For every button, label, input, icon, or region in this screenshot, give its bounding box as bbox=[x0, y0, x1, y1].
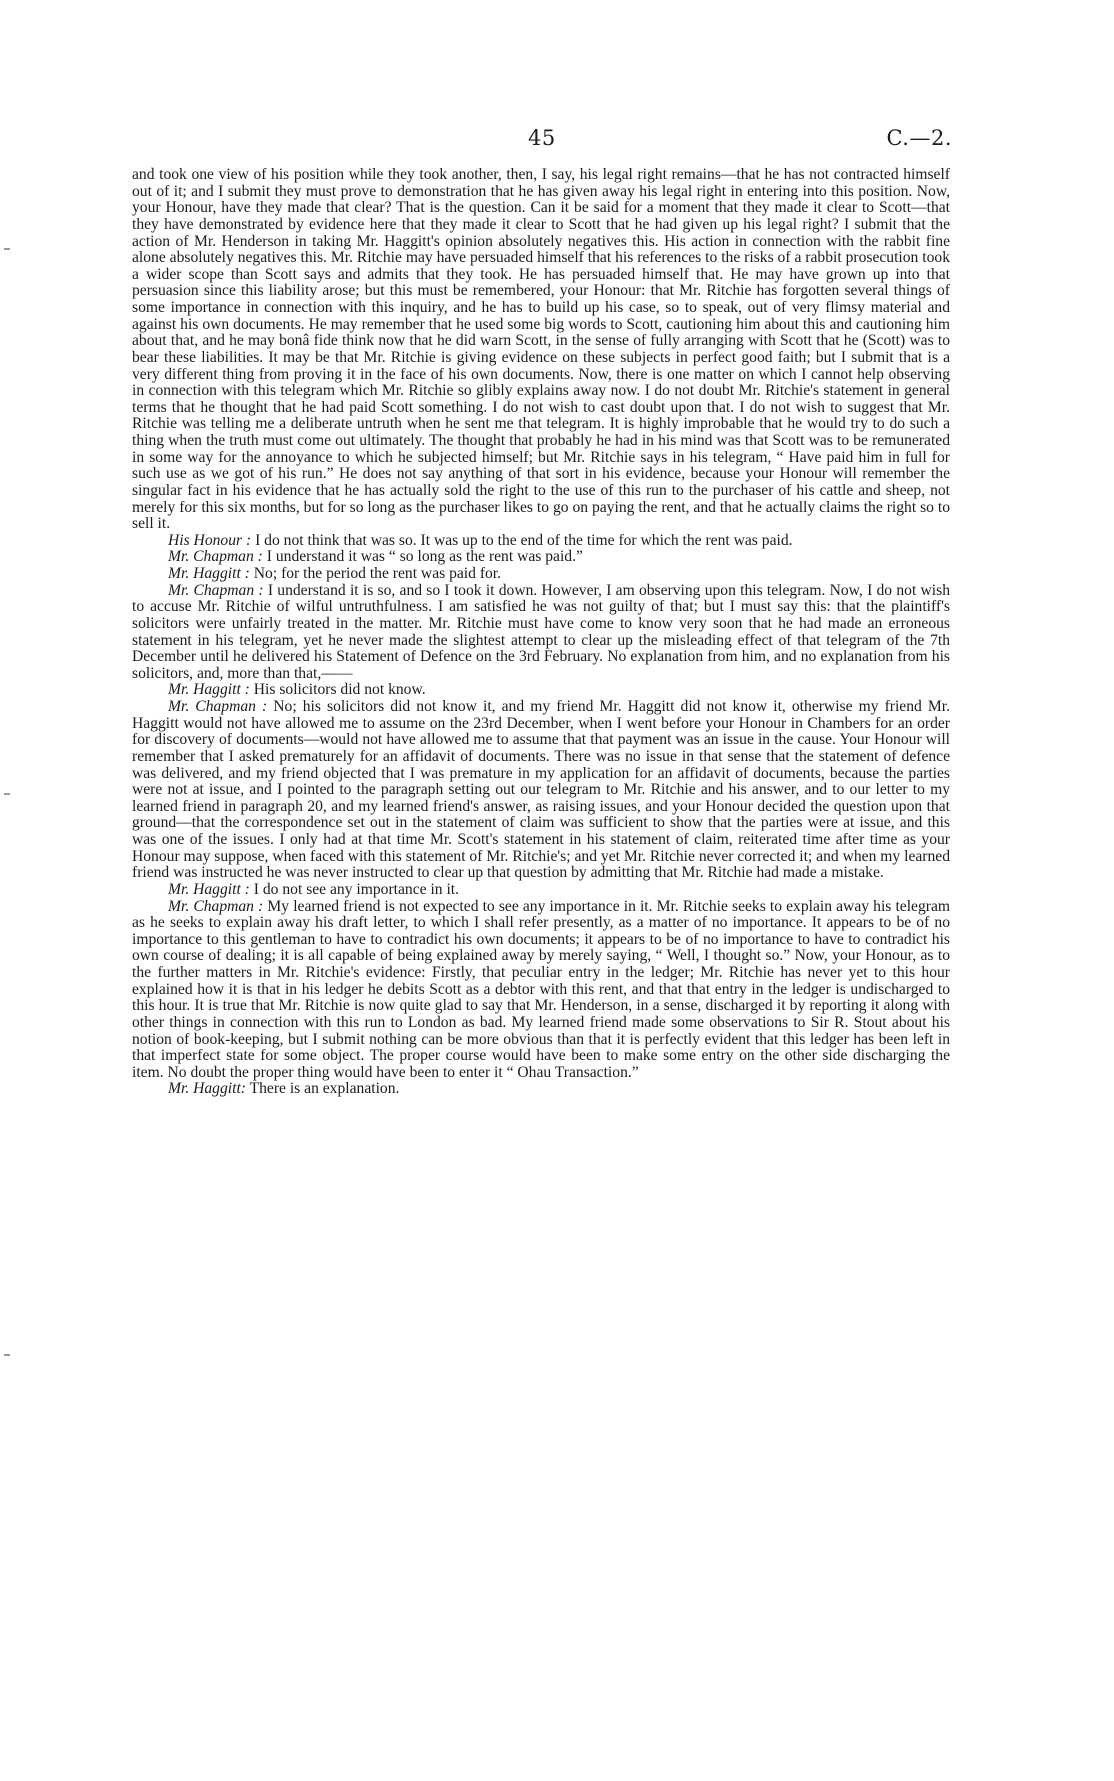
paragraph-text: I do not see any importance in it. bbox=[253, 880, 460, 898]
speaker-label: Mr. Haggitt: bbox=[168, 1080, 246, 1098]
dialogue-paragraph bbox=[132, 882, 950, 899]
speaker-label: Mr. Haggitt : bbox=[168, 681, 250, 699]
speaker-label: Mr. Haggitt : bbox=[168, 880, 250, 898]
dialogue-paragraph bbox=[132, 699, 950, 882]
dialogue-paragraph bbox=[132, 1081, 950, 1098]
speaker-label: Mr. Haggitt : bbox=[168, 565, 250, 582]
paragraph-text: My learned friend is not expected to see any importance in it. Mr. Ritchie seeks to explain away his telegram as he seeks to explain away his draft letter, to which I shall refer presently, as a matter of no importance. It appears to be of no importance to this gentleman to have to contradict his own documents; it appears to be of no importance to have to contradict his own course of dealing; it is all capable of being explained away by merely saying, “ Well, I thought so.” Now, your Honour, as to the further matters in Mr. Ritchie's evidence: Firstly, that peculiar entry in the ledger; Mr. Ritchie has never yet to this hour explained how it is that in his ledger he debits Scott as a debtor with this rent, and that that entry in the ledger is undischarged to this hour. It is true that Mr. Ritchie is now quite glad to say that Mr. Henderson, in a sense, discharged it by reporting it along with other things in connection with this run to London as bad. My learned friend made some observations to Sir R. Stout about his notion of book-keeping, but I submit nothing can be more obvious than that it is perfectly evident that this ledger has been left in that imperfect state for some object. The proper course would have been to make some entry on the other side discharging the item. No doubt the proper thing would have been to enter it “ Ohau Transaction.” bbox=[132, 897, 950, 1081]
paragraph bbox=[132, 167, 950, 533]
speaker-label: Mr. Chapman : bbox=[168, 581, 264, 599]
paragraph-text: No; for the period the rent was paid for. bbox=[253, 565, 502, 582]
dialogue-paragraph bbox=[132, 583, 950, 683]
margin-mark bbox=[4, 1354, 10, 1356]
document-reference: C.—2. bbox=[886, 126, 952, 150]
paragraph-text: No; his solicitors did not know it, and my friend Mr. Haggitt did not know it, otherwise my friend Mr. Haggitt would not have allowed me to assume on the 23rd December, when I went before your Honour in Chambers for an order for discovery of documents—would not have allowed me to assume that that payment was an issue in the cause. Your Honour will remember that I asked prematurely for an affidavit of documents. There was no issue in that sense that the statement of defence was delivered, and my friend objected that I was premature in my application for an affidavit of documents, because the parties were not at issue, and I pointed to the paragraph setting out our telegram to Mr. Ritchie and his answer, and to our letter to my learned friend in paragraph 20, and my learned friend's answer, as raising issues, and your Honour decided the question upon that ground—that the correspondence set out in the statement of claim was sufficient to show that the parties were at issue, and this was one of the issues. I only had at that time Mr. Scott's statement in his statement of claim, reiterated time after time as your Honour may suppose, when faced with this statement of Mr. Ritchie's; and yet Mr. Ritchie never corrected it; and when my learned friend was instructed he was never instructed to clear up that question by admitting that Mr. Ritchie had made a mistake. bbox=[132, 698, 950, 882]
dialogue-paragraph bbox=[132, 549, 950, 566]
speaker-label: Mr. Chapman : bbox=[168, 698, 268, 715]
dialogue-paragraph bbox=[132, 533, 950, 550]
paragraph-text: and took one view of his position while they took another, then, I say, his legal right remains—that he has not contracted himself out of it; and I submit they must prove to demonstration that he has given away his legal right in entering into this position. Now, your Honour, have they made that clear? That is the question. Can it be said for a moment that they made it clear to Scott—that they have demonstrated by evidence here that they made it clear to Scott that he had given up his legal right? I submit that the action of Mr. Henderson in taking Mr. Haggitt's opinion absolutely negatives this. His action in connection with the rabbit fine alone absolutely negatives this. Mr. Ritchie may have persuaded himself that his references to the risks of a rabbit prosecution took a wider scope than Scott says and admits that they took. He has persuaded himself that. He may have grown up into that persuasion since this liability arose; but this must be remembered, your Honour: that Mr. Ritchie has forgotten several things of some importance in connection with this inquiry, and he has to build up his case, so to speak, out of very flimsy material and against his own documents. He may remember that he used some big words to Scott, cautioning him about this and cautioning him about that, and he may bonâ fide think now that he did warn Scott, in the sense of fully arranging with Scott that he (Scott) was to bear these liabilities. It may be that Mr. Ritchie is giving evidence on these subjects in perfect good faith; but I submit that is a very different thing from proving it in the face of his own documents. Now, there is one matter on which I cannot help observing in connection with this telegram which Mr. Ritchie so glibly explains away now. I do not doubt Mr. Ritchie's statement in general terms that he thought that he had paid Scott something. I do not wish to cast doubt upon that. I do not wish to suggest that Mr. Ritchie was telling me a deliberate untruth when he sent me that telegram. It is highly improbable that he would try to do such a thing when the truth must come out ultimately. The thought that probably he had in his mind was that Scott was to be remunerated in some way for the annoyance to which he subjected himself; but Mr. Ritchie says in his telegram, “ Have paid him in full for such use as we got of his run.” He does not say anything of that sort in his evidence, because your Honour will remember the singular fact in his evidence that he has actually sold the right to the use of this run to the purchaser of his cattle and sheep, not merely for this six months, but for so long as the purchaser likes to go on paying the rent, and that he actually claims the right so to sell it. bbox=[132, 166, 950, 533]
page-number: 45 bbox=[528, 126, 556, 150]
speaker-label: Mr. Chapman : bbox=[168, 897, 264, 915]
transcript-body bbox=[132, 167, 950, 1098]
paragraph-text: I do not think that was so. It was up to the end of the time for which the rent was paid. bbox=[255, 531, 793, 549]
paragraph-text: There is an explanation. bbox=[249, 1080, 400, 1098]
page-header bbox=[0, 126, 1114, 156]
margin-mark bbox=[4, 793, 10, 795]
dialogue-paragraph bbox=[132, 682, 950, 699]
paragraph-text: I understand it is so, and so I took it down. However, I am observing upon this telegram. Now, I do not wish to accuse Mr. Ritchie of wilful untruthfulness. I am satisfied he was not guilty of that; but I must say this: that the plaintiff's solicitors were unfairly treated in the matter. Mr. Ritchie must have come to know very soon that he had made an erroneous statement in his telegram, yet he never made the slightest attempt to clear up the misleading effect of that telegram of the 7th December until he delivered his Statement of Defence on the 3rd February. No explanation from him, and no explanation from his solicitors, and, more than that,—— bbox=[132, 581, 950, 682]
dialogue-paragraph bbox=[132, 566, 950, 583]
margin-mark bbox=[4, 248, 10, 250]
paragraph-text: I understand it was “ so long as the rent was paid.” bbox=[266, 548, 583, 566]
speaker-label: His Honour : bbox=[168, 531, 252, 549]
speaker-label: Mr. Chapman : bbox=[168, 548, 263, 566]
dialogue-paragraph bbox=[132, 899, 950, 1082]
paragraph-text: His solicitors did not know. bbox=[253, 681, 426, 699]
